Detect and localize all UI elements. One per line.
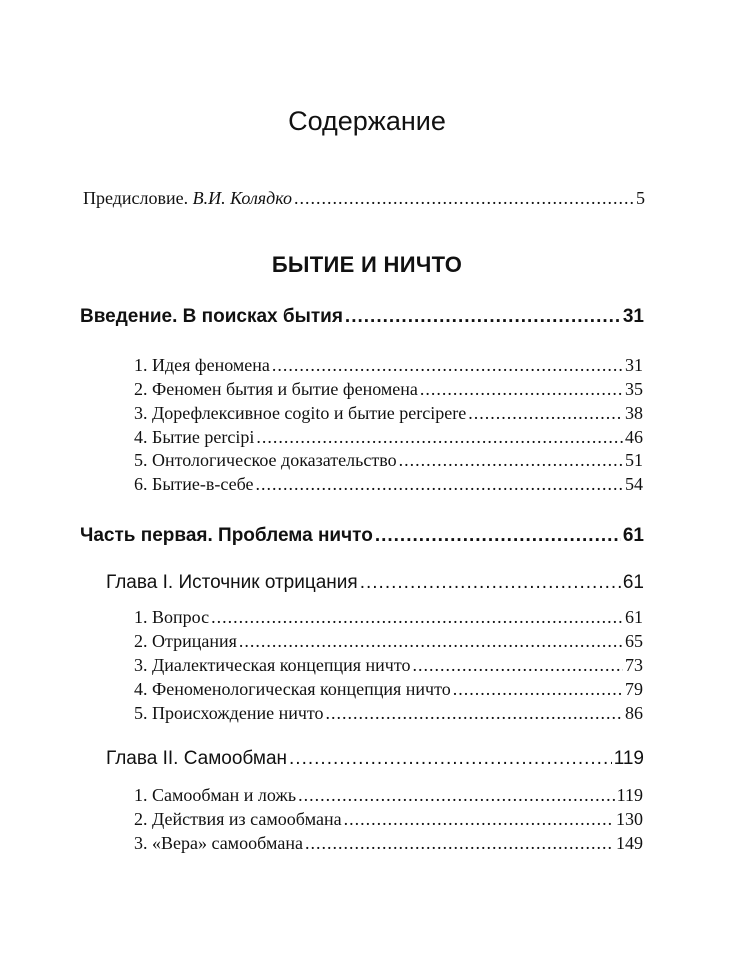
toc-entry[interactable] <box>134 607 643 628</box>
toc-entry-chapter-2[interactable] <box>106 748 644 770</box>
page-number: 31 <box>625 355 643 375</box>
toc-entry-label: 1. Вопрос <box>134 607 210 627</box>
toc-entry-label: 2. Феномен бытия и бытие феномена <box>134 379 418 399</box>
dot-leader <box>412 655 623 676</box>
dot-leader <box>256 474 623 495</box>
dot-leader <box>272 355 623 376</box>
toc-entry-label: Глава I. Источник отрицания <box>106 572 358 593</box>
dot-leader <box>289 748 612 770</box>
toc-entry-label: 5. Онтологическое доказательство <box>134 450 397 470</box>
page-title: Содержание <box>288 106 446 136</box>
page-number: 79 <box>625 679 643 699</box>
toc-entry[interactable] <box>134 679 643 700</box>
toc-entry-label: Глава II. Самообман <box>106 748 288 769</box>
toc-entry-label: 6. Бытие-в-себе <box>134 474 254 494</box>
toc-entry-introduction[interactable] <box>80 306 644 328</box>
dot-leader <box>345 306 621 328</box>
page-number: 119 <box>613 748 644 769</box>
page-number: 38 <box>625 403 643 423</box>
page-number: 149 <box>616 833 643 853</box>
toc-entry-label: Часть первая. Проблема ничто <box>80 525 373 546</box>
dot-leader <box>360 572 621 594</box>
page-number: 31 <box>622 306 644 327</box>
toc-entry[interactable] <box>134 427 643 448</box>
toc-entry-label: 3. «Вера» самообмана <box>134 833 303 853</box>
toc-entry-label: 5. Происхождение ничто <box>134 703 324 723</box>
page-number: 5 <box>636 188 645 208</box>
toc-entry-label: 1. Идея феномена <box>134 355 270 375</box>
dot-leader <box>298 785 615 806</box>
dot-leader <box>256 427 623 448</box>
toc-entry-label: 3. Диалектическая концепция ничто <box>134 655 411 675</box>
toc-entry-label: 2. Отрицания <box>134 631 237 651</box>
dot-leader <box>294 188 634 209</box>
page-number: 130 <box>616 809 643 829</box>
preface-author: В.И. Колядко <box>192 188 293 208</box>
dot-leader <box>420 379 623 400</box>
toc-entry-label <box>83 188 292 209</box>
page-number: 51 <box>625 450 643 470</box>
part-title: БЫТИЕ И НИЧТО <box>271 252 463 277</box>
page-number: 61 <box>625 607 643 627</box>
toc-entry-preface[interactable] <box>83 188 645 209</box>
page-number: 73 <box>625 655 643 675</box>
toc-entry[interactable] <box>134 785 643 806</box>
toc-entry-chapter-1[interactable] <box>106 572 644 594</box>
toc-entry-label: 3. Дорефлексивное cogito и бытие percipere <box>134 403 467 423</box>
dot-leader <box>326 703 623 724</box>
toc-entry[interactable] <box>134 655 643 676</box>
toc-entry[interactable] <box>134 379 643 400</box>
dot-leader <box>239 631 623 652</box>
toc-entry-part-one[interactable] <box>80 525 644 547</box>
toc-entry[interactable] <box>134 474 643 495</box>
toc-entry[interactable] <box>134 450 643 471</box>
toc-entry-label: 2. Действия из самообмана <box>134 809 342 829</box>
toc-entry[interactable] <box>134 833 643 854</box>
page-number: 65 <box>625 631 643 651</box>
preface-label: Предисловие. <box>83 188 189 208</box>
page-number: 46 <box>625 427 643 447</box>
dot-leader <box>399 450 623 471</box>
toc-entry[interactable] <box>134 355 643 376</box>
dot-leader <box>468 403 623 424</box>
dot-leader <box>344 809 614 830</box>
dot-leader <box>211 607 623 628</box>
toc-entry[interactable] <box>134 809 643 830</box>
dot-leader <box>375 525 621 547</box>
page-number: 86 <box>625 703 643 723</box>
toc-entry-label: Введение. В поисках бытия <box>80 306 343 327</box>
page-number: 54 <box>625 474 643 494</box>
page-number: 119 <box>616 785 643 805</box>
dot-leader <box>305 833 614 854</box>
toc-entry-label: 4. Бытие percipi <box>134 427 255 447</box>
page-number: 61 <box>622 525 644 546</box>
toc-entry-label: 4. Феноменологическая концепция ничто <box>134 679 451 699</box>
toc-entry-label: 1. Самообман и ложь <box>134 785 297 805</box>
dot-leader <box>453 679 623 700</box>
toc-entry[interactable] <box>134 403 643 424</box>
page-number: 61 <box>622 572 644 593</box>
toc-entry[interactable] <box>134 631 643 652</box>
toc-entry[interactable] <box>134 703 643 724</box>
page-number: 35 <box>625 379 643 399</box>
